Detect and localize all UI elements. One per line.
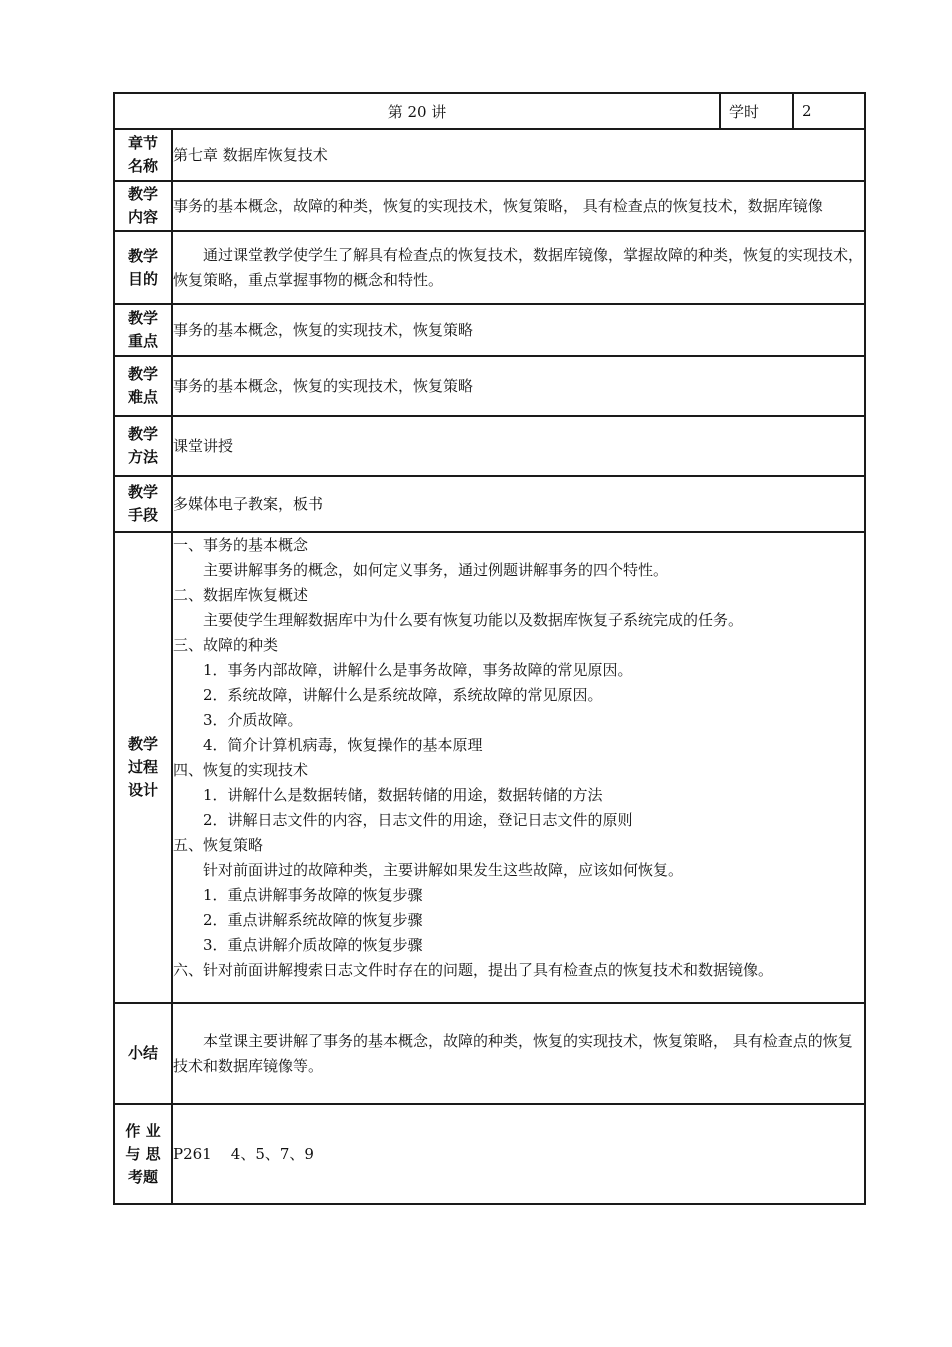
hours-value: 2 [793, 93, 865, 129]
label-content: 教学 内容 [114, 181, 172, 231]
row-chapter [114, 129, 865, 181]
process-line: 2．重点讲解系统故障的恢复步骤 [203, 911, 423, 929]
label-difficulty: 教学 难点 [114, 356, 172, 416]
teaching-method: 课堂讲授 [172, 416, 865, 476]
row-content [114, 181, 865, 231]
row-method [114, 416, 865, 476]
process-line: 4．简介计算机病毒，恢复操作的基本原理 [203, 736, 483, 754]
chapter-name: 第七章 数据库恢复技术 [172, 129, 865, 181]
label-key: 教学 重点 [114, 304, 172, 356]
teaching-goal: 通过课堂教学使学生了解具有检查点的恢复技术，数据库镜像，掌握故障的种类，恢复的实现技术，恢复策略，重点掌握事物的概念和特性。 [172, 231, 865, 304]
row-means [114, 476, 865, 532]
process-line: 1．事务内部故障，讲解什么是事务故障，事务故障的常见原因。 [203, 661, 633, 679]
process-line: 3．重点讲解介质故障的恢复步骤 [203, 936, 423, 954]
teaching-key-points: 事务的基本概念，恢复的实现技术，恢复策略 [172, 304, 865, 356]
hours-label: 学时 [720, 93, 793, 129]
process-line: 主要讲解事务的概念，如何定义事务，通过例题讲解事务的四个特性。 [203, 561, 669, 579]
process-line: 四、恢复的实现技术 [173, 761, 309, 779]
row-key [114, 304, 865, 356]
row-goal [114, 231, 865, 304]
row-summary [114, 1003, 865, 1104]
header-row [114, 93, 865, 129]
summary-text: 本堂课主要讲解了事务的基本概念，故障的种类，恢复的实现技术，恢复策略， 具有检查点的恢复技术和数据库镜像等。 [172, 1003, 865, 1104]
row-process [114, 532, 865, 1003]
lecture-number: 第 20 讲 [114, 93, 720, 129]
process-line: 1．重点讲解事务故障的恢复步骤 [203, 886, 423, 904]
process-line: 2．系统故障，讲解什么是系统故障，系统故障的常见原因。 [203, 686, 603, 704]
process-line: 3．介质故障。 [203, 711, 303, 729]
process-line: 主要使学生理解数据库中为什么要有恢复功能以及数据库恢复子系统完成的任务。 [203, 611, 744, 629]
process-line: 三、故障的种类 [173, 636, 279, 654]
label-goal: 教学 目的 [114, 231, 172, 304]
process-line: 1．讲解什么是数据转储，数据转储的用途，数据转储的方法 [203, 786, 603, 804]
process-line: 2．讲解日志文件的内容，日志文件的用途，登记日志文件的原则 [203, 811, 633, 829]
lesson-plan-table [113, 92, 866, 1205]
process-line: 五、恢复策略 [173, 836, 264, 854]
teaching-process [172, 532, 865, 1003]
label-process: 教学 过程 设计 [114, 532, 172, 1003]
process-line: 一、事务的基本概念 [173, 536, 309, 554]
teaching-content: 事务的基本概念，故障的种类，恢复的实现技术，恢复策略， 具有检查点的恢复技术，数据库镜像 [172, 181, 865, 231]
label-method: 教学 方法 [114, 416, 172, 476]
label-summary: 小结 [114, 1003, 172, 1104]
process-line: 六、针对前面讲解搜索日志文件时存在的问题，提出了具有检查点的恢复技术和数据镜像。 [173, 961, 774, 979]
teaching-difficulties: 事务的基本概念，恢复的实现技术，恢复策略 [172, 356, 865, 416]
label-homework: 作 业 与 思 考题 [114, 1104, 172, 1204]
row-homework [114, 1104, 865, 1204]
process-line: 针对前面讲过的故障种类，主要讲解如果发生这些故障，应该如何恢复。 [203, 861, 684, 879]
label-chapter: 章节 名称 [114, 129, 172, 181]
process-line: 二、数据库恢复概述 [173, 586, 309, 604]
row-difficulty [114, 356, 865, 416]
label-means: 教学 手段 [114, 476, 172, 532]
homework-text: P261 4、5、7、9 [172, 1104, 865, 1204]
teaching-means: 多媒体电子教案，板书 [172, 476, 865, 532]
